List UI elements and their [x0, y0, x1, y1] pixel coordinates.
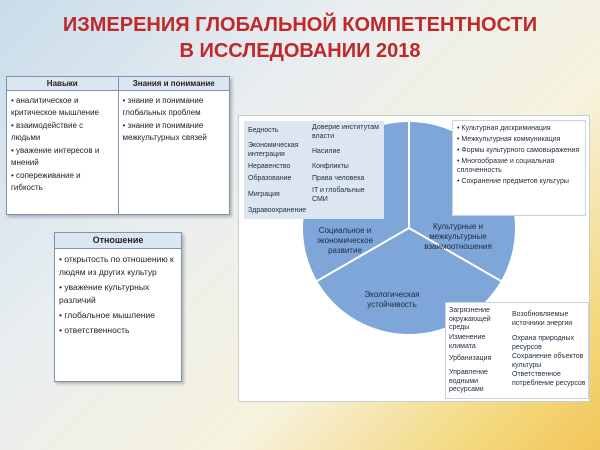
ecological-topics-box	[445, 302, 589, 399]
topic-label: Возобновляемые источники энергии	[512, 311, 573, 327]
cultural-topics-box	[452, 120, 586, 216]
list-item: • знание и понимание глобальных проблем	[122, 96, 204, 117]
list-item: • ответственность	[59, 325, 130, 335]
list-item: • уважение интересов и мнений	[11, 146, 100, 167]
list-item: • Многообразие и социальная сплоченность	[457, 158, 555, 174]
list-item: • уважение культурных различий	[59, 282, 150, 305]
list-item: • Межкультурная коммуникация	[457, 136, 561, 143]
topic-label: Изменение климата	[449, 334, 486, 350]
topic-label: Сохранение объектов культуры	[512, 353, 584, 369]
topic-label: Конфликты	[312, 163, 349, 170]
list-item: • глобальное мышление	[59, 310, 155, 320]
attitude-table	[54, 232, 182, 382]
skills-column	[7, 91, 119, 214]
segment-ecological-label: Экологическая устойчивость	[364, 290, 420, 309]
topic-label: Бедность	[248, 127, 279, 134]
topic-label: Образование	[248, 175, 292, 182]
topic-label: Насилие	[312, 148, 341, 155]
topic-label: Права человека	[312, 175, 365, 182]
topic-label: Урбанизация	[449, 355, 492, 362]
skills-knowledge-table	[6, 76, 230, 215]
list-item: • знание и понимание межкультурных связей	[122, 121, 207, 142]
social-topics-box	[244, 121, 384, 219]
segment-social-label: Социальное и экономическое развитие	[316, 226, 374, 255]
header-knowledge: Знания и понимание	[132, 79, 215, 88]
list-item: • Формы культурного самовыражения	[457, 147, 580, 154]
list-item: • Культурная дискриминация	[457, 125, 551, 132]
topic-label: Загрязнение окружающей среды	[449, 307, 491, 331]
header-skills: Навыки	[7, 77, 119, 90]
topic-label: Миграция	[248, 191, 280, 198]
topic-label: Охрана природных ресурсов	[512, 335, 575, 351]
topic-label: Доверие институтам власти	[312, 124, 379, 140]
topic-label: IT и глобальные СМИ	[312, 187, 365, 203]
topic-label: Управление водными ресурсами	[449, 369, 488, 393]
attitude-header: Отношение	[55, 233, 181, 249]
topic-label: Неравенство	[248, 163, 291, 170]
list-item: • сопереживание и гибкость	[11, 171, 81, 192]
list-item: • взаимодействие с людьми	[11, 121, 84, 142]
segment-cultural-label: Культурные и межкультурные взаимоотношения	[424, 222, 492, 251]
list-item: • аналитическое и критическое мышление	[11, 96, 99, 117]
page-title	[0, 12, 600, 64]
list-item: • открытость по отношению к людям из других культур	[59, 254, 174, 277]
table-header	[7, 77, 229, 91]
topic-label: Здравоохранение	[248, 207, 307, 214]
topic-label: Ответственное потребление ресурсов	[512, 371, 586, 387]
knowledge-column	[119, 91, 230, 214]
list-item: • Сохранение предметов культуры	[457, 177, 569, 185]
title-line-1: ИЗМЕРЕНИЯ ГЛОБАЛЬНОЙ КОМПЕТЕНТНОСТИ	[62, 14, 538, 36]
topic-label: Экономическая интеграция	[248, 142, 299, 158]
title-line-2: В ИССЛЕДОВАНИИ 2018	[179, 40, 421, 62]
